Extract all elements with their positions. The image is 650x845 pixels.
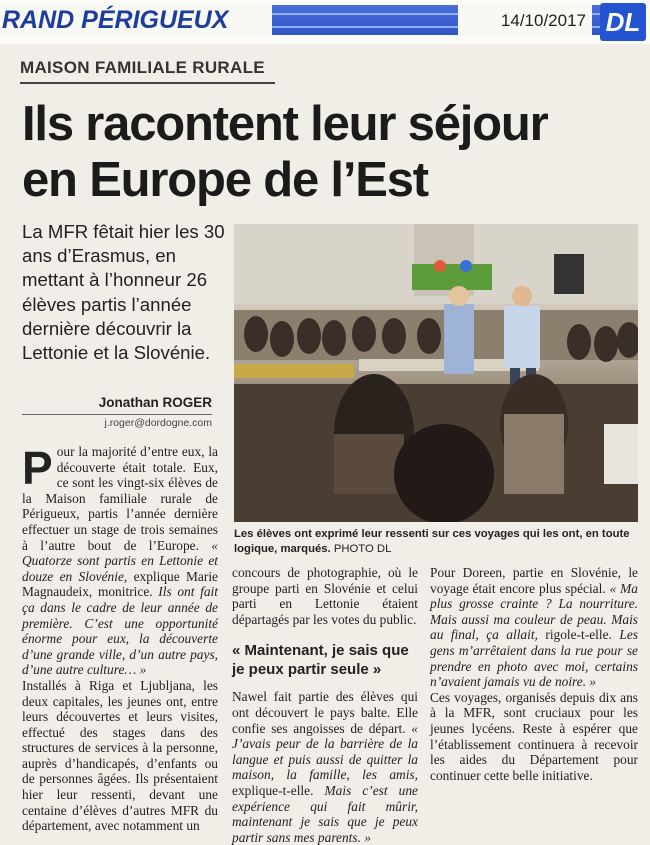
photo-illustration [234,224,638,522]
article-headline [22,96,642,208]
newspaper-logo: DL [600,3,646,41]
article-column-3 [430,565,638,783]
body-paragraph: Pour Doreen, partie en Slovénie, le voyage était encore plus spécial. [430,565,638,596]
caption-text: Les élèves ont exprimé leur ressenti sur ces voyages qui les ont, en toute logique, marqués. [234,528,630,555]
body-text: explique Marie Magnaudeix, monitrice. [22,568,218,600]
quote: Ils ont fait ça dans le cadre de leur année de première. C’est une opportunité énorme pour eux, la découverte d’une grande ville, d’un autre pays, d’une autre culture… » [22,584,218,678]
author-name: Jonathan ROGER [98,395,212,410]
quote: Mais c’est une expérience qui fait mûrir, maintenant je sais que je peux partir sans mes parents. » [232,782,418,845]
quote: « Ma plus grosse crainte ? La nourriture. Mais aussi ma couleur de peau. Mais au final, ça allait, [430,580,638,643]
article-column-2 [232,565,418,845]
author-email: j.roger@dordogne.com [22,414,212,429]
rubric-underline [20,82,275,84]
body-text: explique-t-elle. [232,782,314,798]
section-name: RAND PÉRIGUEUX [0,5,272,35]
headline-line-1: Ils racontent leur séjour [22,97,548,151]
body-paragraph: Ces voyages, organisés depuis dix ans à la MFR, sont cruciaux pour les jeunes lycéens. Reste à espérer que l’établissement continuera à recevoir les aides du Département pour continuer cette belle initiative. [430,689,638,783]
photo-caption [234,527,642,557]
body-text: rigole-t-elle. [545,627,612,643]
article-photo [234,224,638,522]
header-band [0,5,600,35]
article-lead: La MFR fêtait hier les 30 ans d’Erasmus, en mettant à l’honneur 26 élèves partis l’année dernière découvrir la Lettonie et la Slovénie. [22,221,225,364]
headline-line-2: en Europe de l’Est [22,153,428,207]
drop-cap: P [22,442,53,494]
page-header [0,0,650,44]
body-paragraph: Nawel fait partie des élèves qui ont découvert le pays balte. Elle confie ses angoisses de départ. [232,689,418,736]
publication-date: 14/10/2017 [458,5,592,35]
body-paragraph: Installés à Riga et Ljubljana, les deux capitales, les jeunes ont, entre leurs découvertes et leurs visites, effectué des stages dans des structures de services à la personne, auprès d’handicapés, d’enfants ou de personnes âgées. Ils présentaient hier leur ressenti, devant une centaine d’élèves d’autres MFR du département, avec notamment un [22,677,218,834]
body-paragraph: our la majorité d’entre eux, la découverte était totale. Eux, ce sont les vingt-six élèves de la Maison familiale rurale de Périgueux, partis l’année dernière effectuer un stage de trois semaines à l’autre bout de l’Europe. [22,444,218,553]
photo-credit: PHOTO DL [333,543,392,555]
article-column-1 [22,444,218,834]
quote: « Quatorze sont partis en Lettonie et douze en Slovénie, [22,537,218,584]
quote: Les gens m’arrêtaient dans la rue pour se prendre en photo avec moi, certains n’avaient jamais vu de noire. » [430,627,638,690]
subheading: « Maintenant, je sais que je peux partir seule » [232,642,409,679]
article-rubric: MAISON FAMILIALE RURALE [20,58,265,77]
quote: « J’avais peur de la barrière de la langue et puis aussi de quitter la maison, la famille, les amis, [232,720,418,783]
body-paragraph-continued: concours de photographie, où le groupe parti en Slovénie et celui parti en Lettonie étaient départagés par les votes du public. [232,565,418,627]
